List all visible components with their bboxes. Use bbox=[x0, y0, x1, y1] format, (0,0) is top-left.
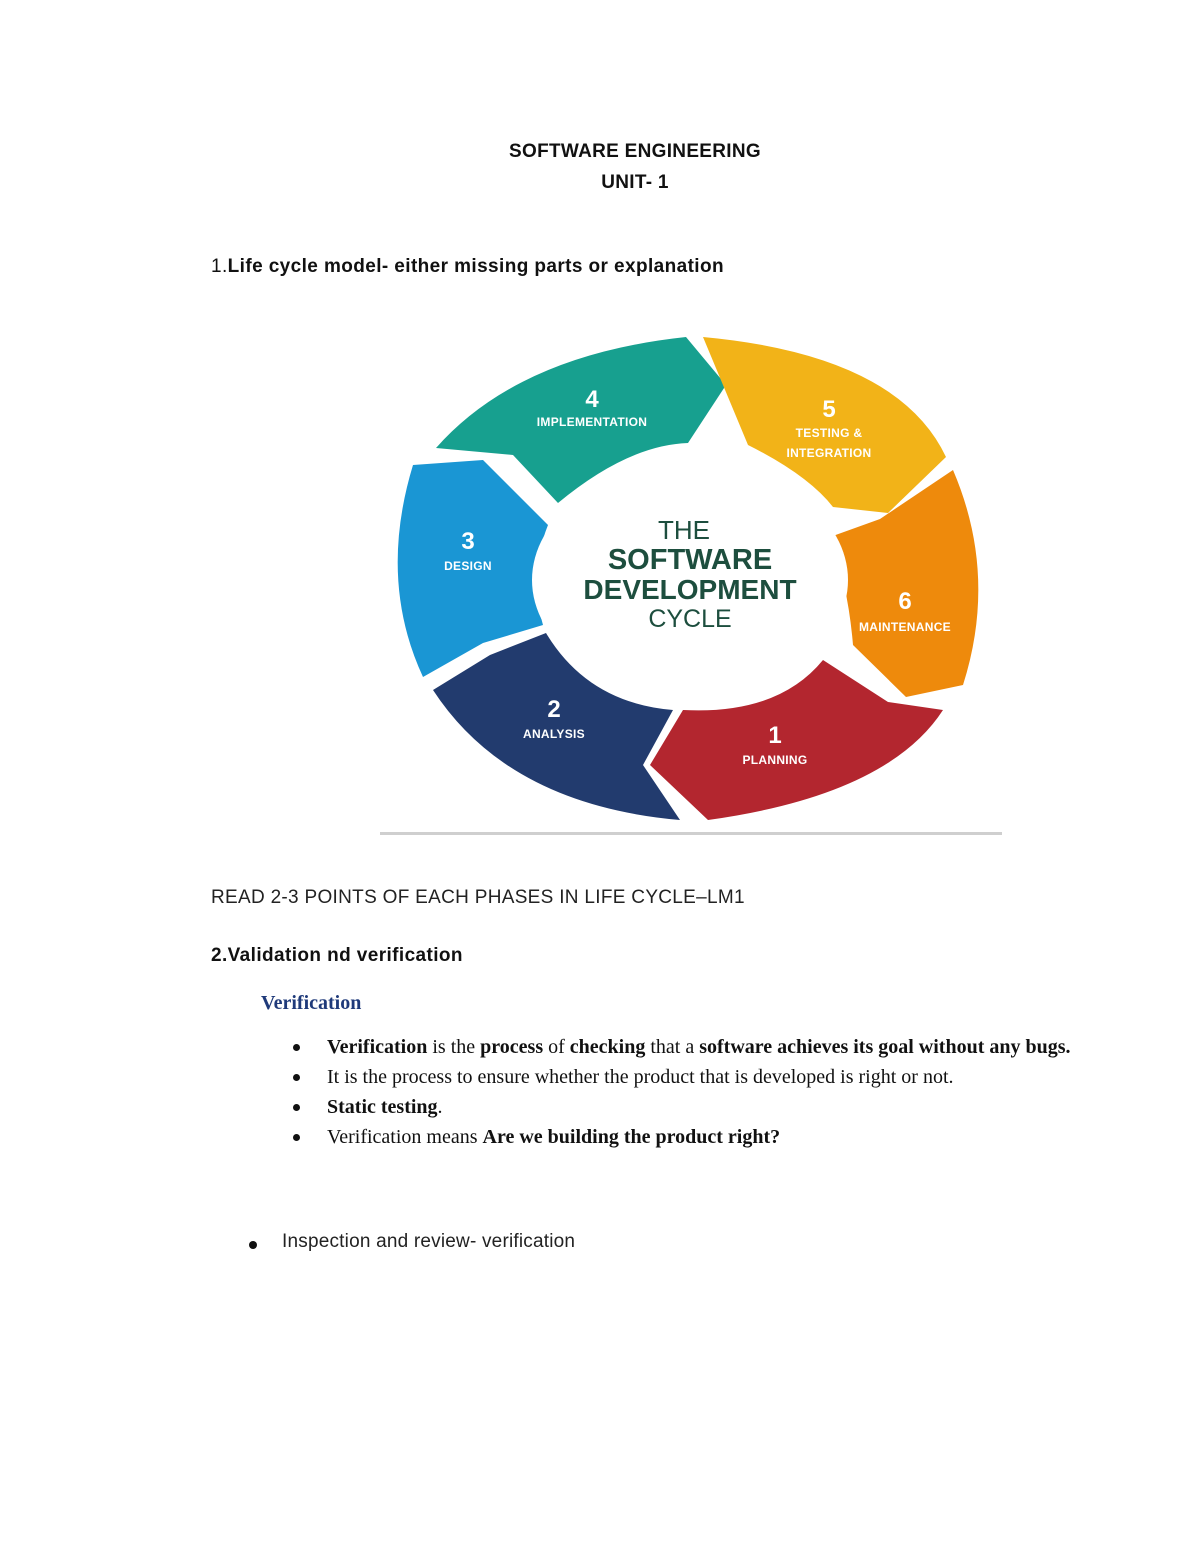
verification-list bbox=[290, 1032, 1120, 1152]
image-bottom-rule bbox=[380, 832, 1002, 835]
phase-5-label-line1: TESTING & bbox=[795, 426, 863, 440]
phase-1-number: 1 bbox=[768, 722, 782, 749]
phase-5-label-line2: INTEGRATION bbox=[786, 446, 872, 460]
unit-label: UNIT- 1 bbox=[601, 172, 669, 193]
phase-5-number: 5 bbox=[822, 396, 836, 423]
phase-3-label: DESIGN bbox=[444, 559, 492, 573]
section-1-heading bbox=[211, 256, 724, 278]
phase-2-number: 2 bbox=[547, 696, 561, 723]
bullet-icon bbox=[249, 1241, 257, 1249]
inspection-bullet: Inspection and review- verification bbox=[249, 1231, 542, 1253]
list-item: Verification is the process of checking that a software achieves its goal without any bugs. bbox=[290, 1032, 1120, 1062]
list-item: Verification means Are we building the product right? bbox=[290, 1122, 1120, 1152]
phase-3-number: 3 bbox=[461, 528, 475, 555]
document-title: SOFTWARE ENGINEERING bbox=[509, 141, 761, 162]
phase-1-label: PLANNING bbox=[742, 753, 808, 767]
list-item: It is the process to ensure whether the product that is developed is right or not. bbox=[290, 1062, 1120, 1092]
bullet-icon bbox=[293, 1044, 300, 1051]
center-line-1: THE bbox=[658, 515, 710, 545]
section-2-title: 2.Validation nd verification bbox=[211, 945, 463, 966]
bullet-icon bbox=[293, 1134, 300, 1141]
phase-4-label: IMPLEMENTATION bbox=[536, 415, 648, 429]
section-2-heading bbox=[211, 945, 463, 967]
center-line-4: CYCLE bbox=[648, 605, 732, 633]
phase-6-label: MAINTENANCE bbox=[859, 620, 951, 634]
list-item: Static testing. bbox=[290, 1092, 1120, 1122]
center-line-3: DEVELOPMENT bbox=[583, 574, 797, 605]
section-1-title: Life cycle model- either missing parts or explanation bbox=[227, 256, 724, 277]
phase-4-number: 4 bbox=[585, 386, 599, 413]
section-1-number: 1. bbox=[211, 256, 228, 277]
phase-6-number: 6 bbox=[898, 588, 912, 615]
phase-2-label: ANALYSIS bbox=[523, 727, 585, 741]
read-instruction: READ 2-3 POINTS OF EACH PHASES IN LIFE CYCLE–LM1 bbox=[211, 887, 745, 908]
sdlc-diagram bbox=[378, 325, 1004, 837]
bullet-icon bbox=[293, 1074, 300, 1081]
bullet-icon bbox=[293, 1104, 300, 1111]
verification-subtitle: Verification bbox=[261, 992, 362, 1014]
center-line-2: SOFTWARE bbox=[607, 544, 773, 576]
